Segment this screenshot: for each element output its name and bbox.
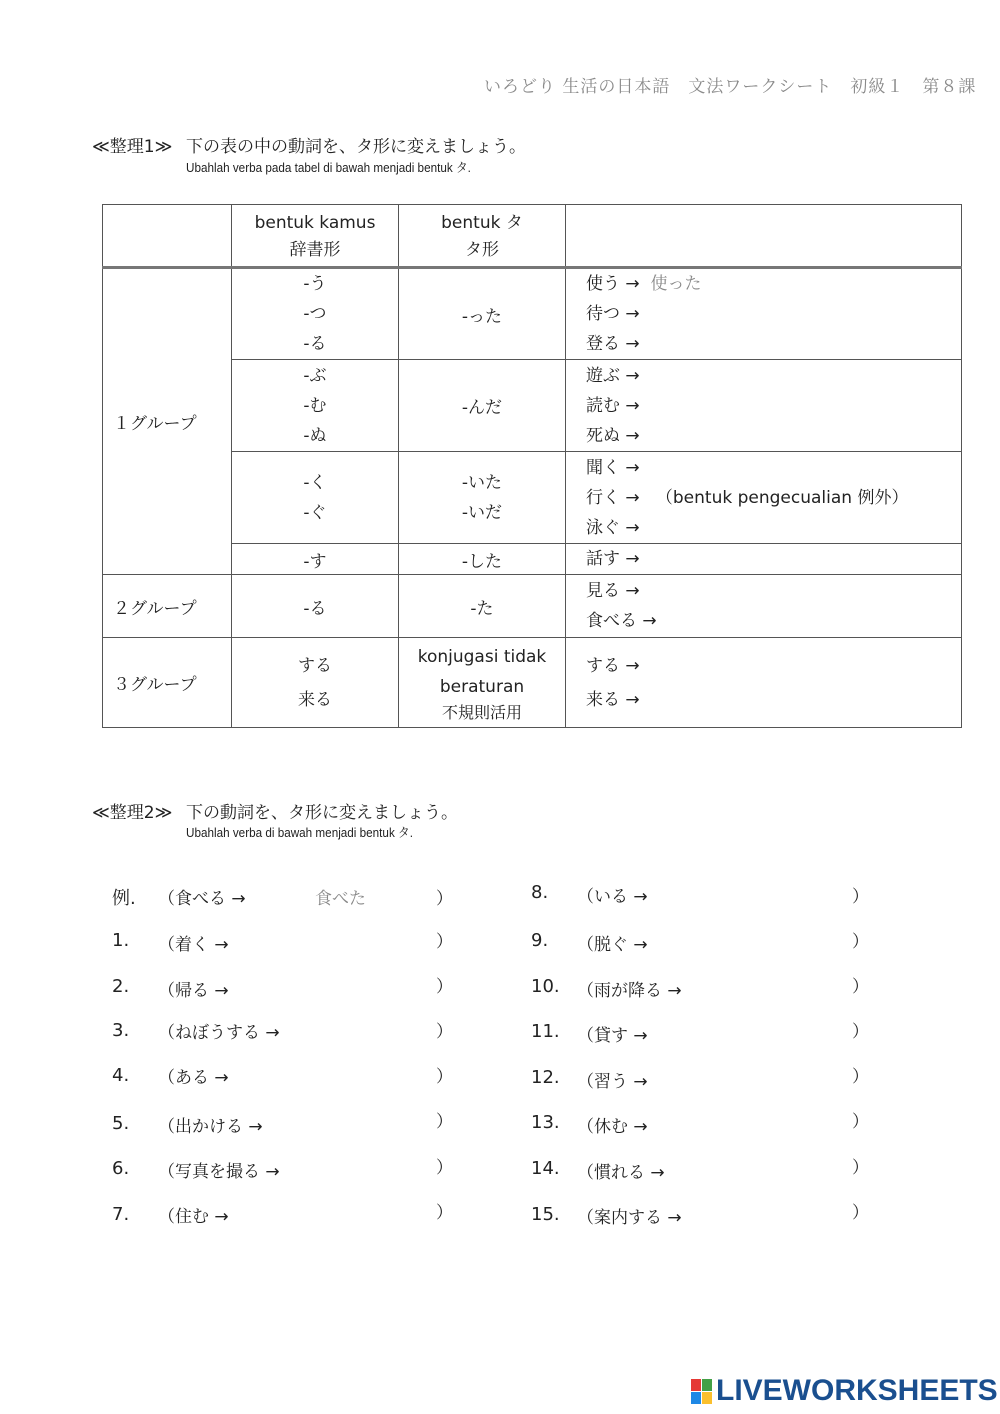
closing-paren: ）	[852, 1022, 869, 1042]
closing-paren: ）	[436, 1112, 453, 1132]
closing-paren: ）	[852, 1112, 869, 1132]
exercise-prompt: （帰る →	[158, 981, 229, 1001]
closing-paren: ）	[436, 1203, 453, 1223]
exercise-prompt: （ある →	[158, 1068, 229, 1088]
table-row: -ぶ -む -ぬ -んだ 遊ぶ → 読む → 死ぬ →	[103, 360, 962, 452]
exercise-prompt: （脱ぐ →	[577, 935, 648, 955]
liveworksheets-logo[interactable]	[691, 1374, 998, 1408]
section2-instruction: 下の動詞を、タ形に変えましょう。	[186, 803, 458, 823]
table-row: -く -ぐ -いた -いだ 聞く → 行く → （bentuk pengecualian 例外） 泳ぐ →	[103, 452, 962, 544]
exercise-prompt: （習う →	[577, 1072, 648, 1092]
section1-instruction: 下の表の中の動詞を、タ形に変えましょう。	[186, 137, 526, 157]
closing-paren: ）	[436, 977, 453, 997]
verb-item: 遊ぶ →	[586, 365, 640, 386]
table-row: １グループ -う -つ -る -った 使う → 使った 待つ → 登る →	[103, 268, 962, 360]
exercise-number: 15.	[531, 1204, 560, 1225]
header-dictionary-form: bentuk kamus 辞書形	[232, 205, 399, 268]
exercise-prompt: （慣れる →	[577, 1163, 665, 1183]
ta-ending: -った	[399, 268, 566, 360]
closing-paren: ）	[436, 889, 453, 909]
exercise-number: 3.	[112, 1020, 130, 1041]
verb-item: 見る →	[586, 581, 640, 601]
exception-note: （bentuk pengecualian 例外）	[655, 487, 909, 508]
exercise-number: 13.	[531, 1112, 560, 1133]
exercise-number: 9.	[531, 930, 549, 951]
exercise-prompt: （休む →	[577, 1117, 648, 1137]
header-ta-form: bentuk タ タ形	[399, 205, 566, 268]
exercise-number: 1.	[112, 930, 130, 951]
exercise-number: 5.	[112, 1113, 130, 1134]
verb-item: 死ぬ →	[586, 425, 640, 446]
exercise-prompt: （住む →	[158, 1207, 229, 1227]
verb-item: 泳ぐ →	[586, 517, 640, 538]
ta-ending: -た	[399, 575, 566, 638]
closing-paren: ）	[436, 932, 453, 952]
verb-item: 聞く →	[586, 457, 640, 478]
exercise-prompt: （出かける →	[158, 1117, 263, 1137]
example-answer: 使った	[650, 274, 702, 294]
verb-item: する →	[586, 655, 640, 676]
ta-ending: -した	[399, 544, 566, 575]
closing-paren: ）	[436, 1067, 453, 1087]
header-empty-cell	[103, 205, 232, 268]
verb-item: 来る →	[586, 689, 640, 710]
group1-label: １グループ	[103, 268, 232, 575]
group3-label: ３グループ	[103, 638, 232, 728]
closing-paren: ）	[852, 1203, 869, 1223]
section1-label: ≪整理1≫	[92, 137, 173, 157]
header-examples-cell	[566, 205, 962, 268]
exercise-number: 2.	[112, 976, 130, 997]
exercise-number: 6.	[112, 1158, 130, 1179]
example-prompt: （食べる →	[158, 889, 246, 909]
group2-label: ２グループ	[103, 575, 232, 638]
exercise-number: 4.	[112, 1065, 130, 1086]
exercise-prompt: （いる →	[577, 887, 648, 907]
exercise-prompt: （案内する →	[577, 1208, 682, 1228]
exercise-prompt: （ねぼうする →	[158, 1023, 280, 1043]
section1-subtitle: Ubahlah verba pada tabel di bawah menjadi bentuk タ.	[186, 160, 471, 175]
verb-item: 登る →	[586, 334, 640, 354]
closing-paren: ）	[852, 977, 869, 997]
closing-paren: ）	[852, 1067, 869, 1087]
logo-text: LIVEWORKSHEETS	[716, 1374, 998, 1407]
table-row: ２グループ -る -た 見る → 食べる →	[103, 575, 962, 638]
conjugation-table	[102, 204, 962, 728]
table-row: -す -した 話す →	[103, 544, 962, 575]
exercise-number: 14.	[531, 1158, 560, 1179]
exercise-number: 12.	[531, 1067, 560, 1088]
example-answer: 食べた	[315, 889, 366, 909]
section2-label: ≪整理2≫	[92, 803, 173, 823]
closing-paren: ）	[852, 887, 869, 907]
closing-paren: ）	[852, 1158, 869, 1178]
exercise-prompt: （着く →	[158, 935, 229, 955]
verb-item: 待つ →	[586, 304, 640, 324]
ta-ending: -んだ	[399, 360, 566, 452]
exercise-prompt: （貸す →	[577, 1026, 648, 1046]
exercise-prompt: （写真を撮る →	[158, 1162, 280, 1182]
closing-paren: ）	[852, 932, 869, 952]
example-number: 例.	[112, 888, 136, 909]
exercise-prompt: （雨が降る →	[577, 981, 682, 1001]
exercise-number: 8.	[531, 882, 549, 903]
worksheet-header: いろどり 生活の日本語 文法ワークシート 初級１ 第８課	[484, 77, 977, 97]
exercise-number: 10.	[531, 976, 560, 997]
exercise-number: 7.	[112, 1204, 130, 1225]
verb-item: 話す →	[586, 549, 640, 569]
section2-subtitle: Ubahlah verba di bawah menjadi bentuk タ.	[186, 825, 413, 840]
verb-item: 読む →	[586, 395, 640, 416]
verb-item: 食べる →	[586, 611, 657, 631]
closing-paren: ）	[436, 1158, 453, 1178]
closing-paren: ）	[436, 1022, 453, 1042]
logo-icon	[691, 1379, 712, 1404]
exercise-number: 11.	[531, 1021, 560, 1042]
table-header-row	[103, 205, 962, 268]
table-row: ３グループ する 来る konjugasi tidak beraturan 不規則活用 する → 来る →	[103, 638, 962, 728]
